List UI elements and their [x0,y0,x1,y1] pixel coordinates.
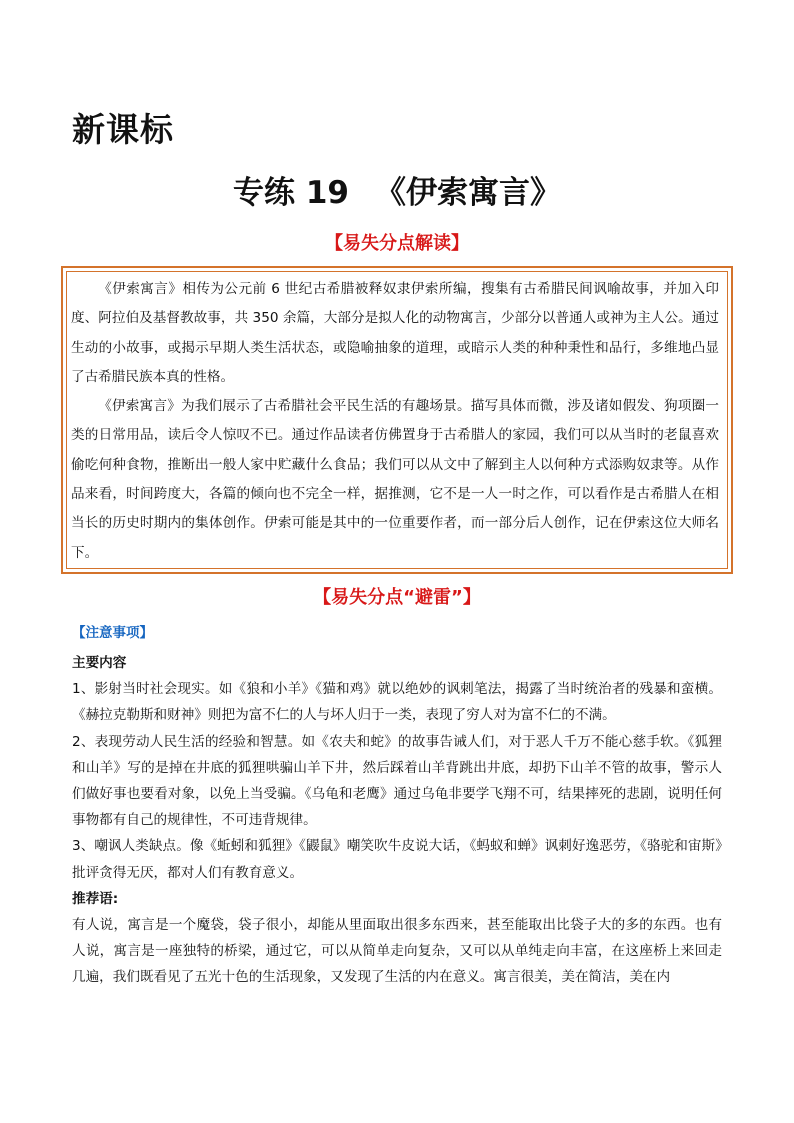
recommend-text: 有人说，寓言是一个魔袋，袋子很小，却能从里面取出很多东西来，甚至能取出比袋子大的多的东西。也有人说，寓言是一座独特的桥梁，通过它，可以从简单走向复杂，又可以从单纯走向丰富，在这座桥上来回走几遍，我们既看见了五光十色的生活现象，又发现了生活的内在意义。寓言很美，美在简洁，美在内 [72,917,722,986]
interpretation-paragraph: 《伊索寓言》相传为公元前 6 世纪古希腊被释奴隶伊索所编，搜集有古希腊民间讽喻故事，并加入印度、阿拉伯及基督教故事，共 350 余篇，大部分是拟人化的动物寓言，少部分以普通人或神为主人公。通过生动的小故事，或揭示早期人类生活状态，或隐喻抽象的道理，或暗示人类的种种秉性和品行，多维地凸显了古希腊民族本真的性格。 [71,281,719,385]
content-item: 2、表现劳动人民生活的经验和智慧。如《农夫和蛇》的故事告诫人们，对于恶人千万不能心慈手软。《狐狸和山羊》写的是掉在井底的狐狸哄骗山羊下井，然后踩着山羊背跳出井底，却扔下山羊不管的故事，警示人们做好事也要看对象，以免上当受骗。《乌龟和老鹰》通过乌龟非要学飞翔不可，结果摔死的悲剧，说明任何事物都有自己的规律性，不可违背规律。 [72,733,722,829]
interpretation-paragraph: 《伊索寓言》为我们展示了古希腊社会平民生活的有趣场景。描写具体而微，涉及诸如假发、狗项圈一类的日常用品，读后令人惊叹不已。通过作品读者仿佛置身于古希腊人的家园，我们可以从当时的老鼠喜欢偷吃何种食物，推断出一般人家中贮藏什么食品；我们可以从文中了解到主人以何种方式添购奴隶等。从作品来看，时间跨度大，各篇的倾向也不完全一样，据推测，它不是一人一时之作，可以看作是古希腊人在相当长的历史时期内的集体创作。伊索可能是其中的一位重要作者，而一部分后人创作，记在伊索这位大师名下。 [71,398,719,561]
main-content-heading: 主要内容 [72,655,127,671]
content-item: 3、嘲讽人类缺点。像《蚯蚓和狐狸》《鼹鼠》嘲笑吹牛皮说大话，《蚂蚁和蝉》讽刺好逸恶劳，《骆驼和宙斯》批评贪得无厌，都对人们有教育意义。 [72,838,722,881]
logo-text: 新课标 [72,110,174,149]
note-heading: 【注意事项】 [72,625,153,641]
interpretation-text [71,275,719,568]
section-heading-avoid-pitfalls: 【易失分点“避雷”】 [313,587,481,608]
recommend-heading: 推荐语: [72,890,119,907]
title-number: 专练 19 [233,175,349,211]
page-title [0,172,794,214]
section-heading-interpretation: 【易失分点解读】 [325,233,469,254]
title-book: 《伊索寓言》 [374,175,561,211]
interpretation-box [61,266,733,574]
content-item: 1、影射当时社会现实。如《狼和小羊》《猫和鸡》就以绝妙的讽刺笔法，揭露了当时统治者的残暴和蛮横。《赫拉克勒斯和财神》则把为富不仁的人与坏人归于一类，表现了穷人对为富不仁的不满。 [72,681,722,724]
main-body [72,650,722,991]
